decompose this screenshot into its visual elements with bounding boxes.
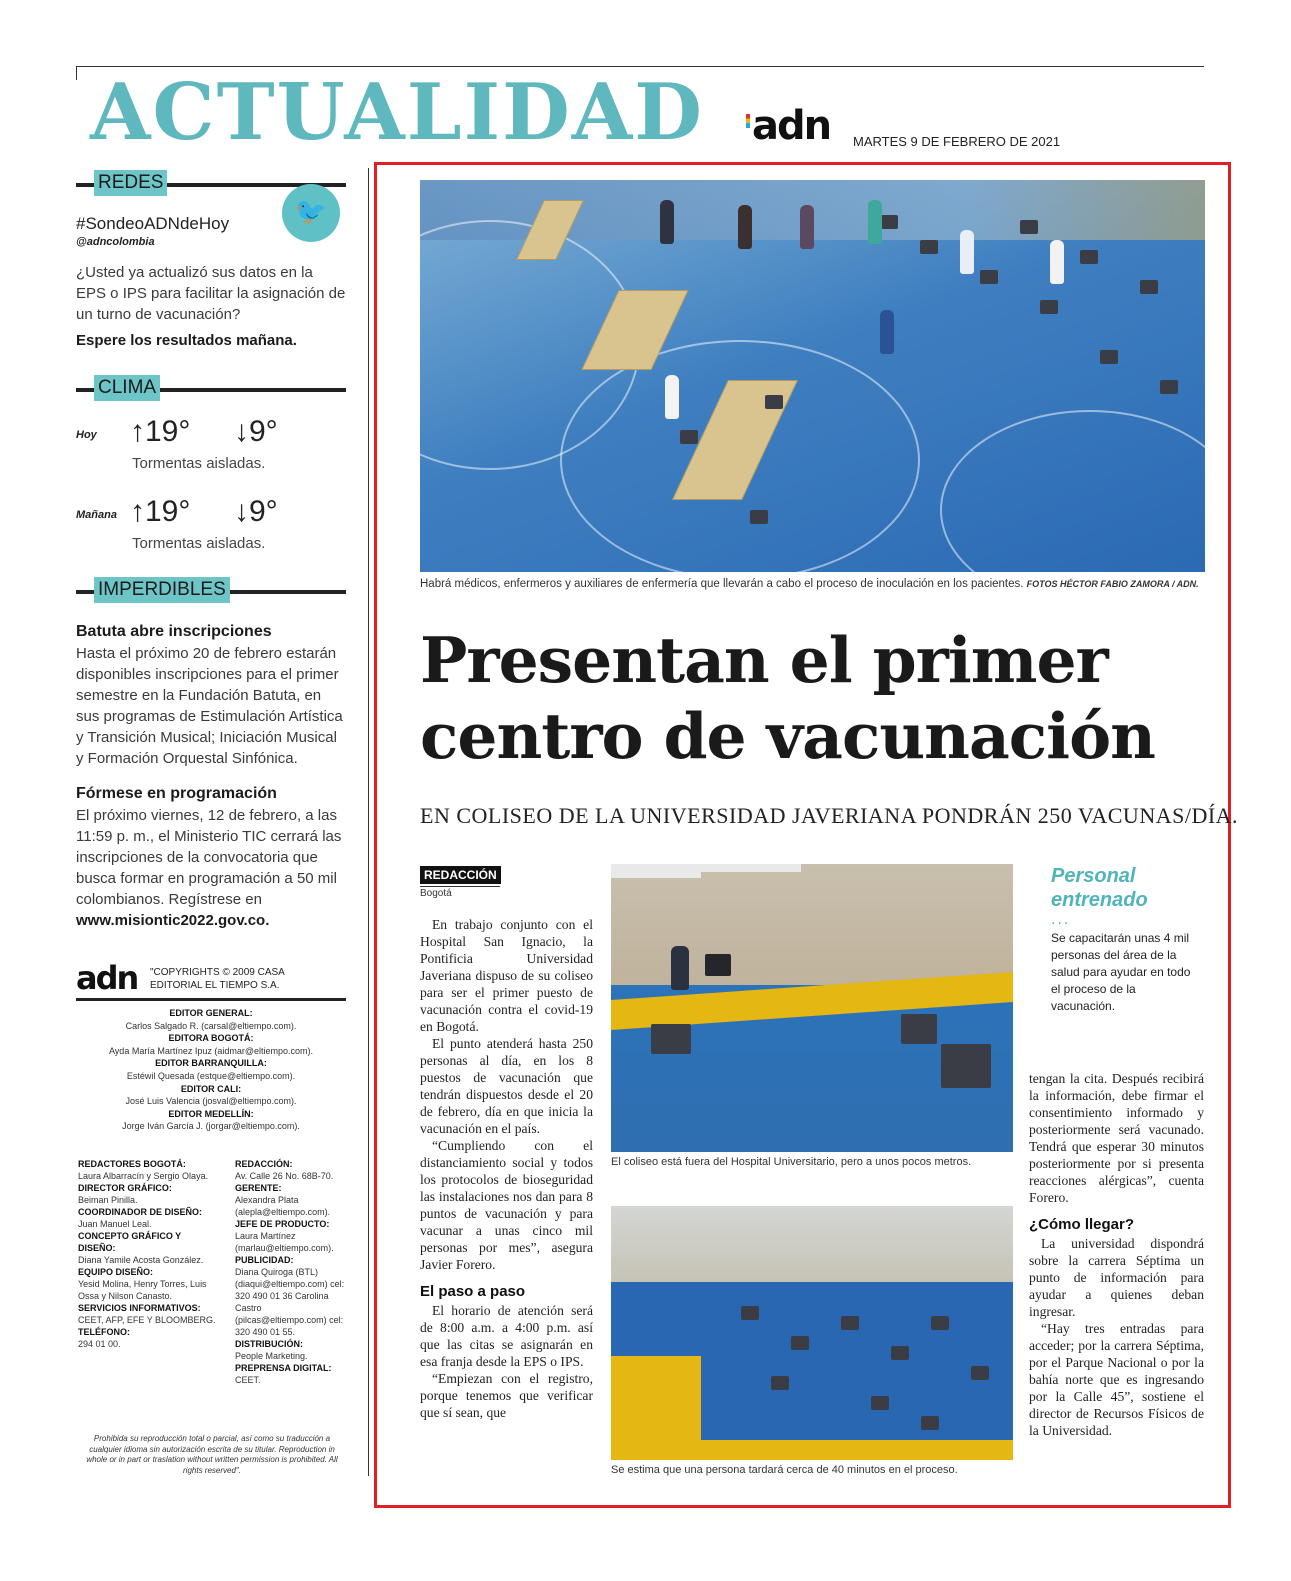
chair bbox=[1160, 380, 1178, 394]
staff-role: DISTRIBUCIÓN: bbox=[235, 1339, 303, 1349]
monitor bbox=[705, 954, 731, 976]
chair bbox=[841, 1316, 859, 1330]
chair bbox=[880, 215, 898, 229]
sidebox-text: Se capacitarán unas 4 mil personas del área de la salud para ayudar en todo el proceso de la vacunación. bbox=[1051, 931, 1191, 1013]
editors-list bbox=[76, 1007, 346, 1133]
byline bbox=[420, 864, 501, 899]
sidebar bbox=[76, 170, 346, 931]
subhead: ¿Cómo llegar? bbox=[1029, 1216, 1135, 1233]
chair bbox=[971, 1366, 989, 1380]
poll-note: Espere los resultados mañana. bbox=[76, 332, 297, 349]
staff-role: DIRECTOR GRÁFICO: bbox=[78, 1183, 172, 1193]
chair bbox=[1080, 250, 1098, 264]
editor-name: Ayda María Martínez Ipuz (aidmar@eltiempo.com). bbox=[108, 1045, 314, 1056]
weather-desc: Tormentas aisladas. bbox=[132, 455, 266, 472]
header-tick bbox=[76, 66, 77, 80]
poll-question: ¿Usted ya actualizó sus datos en la EPS o IPS para facilitar la asignación de un turno de vacunación? bbox=[76, 264, 346, 323]
paragraph: La universidad dispondrá sobre la carrera Séptima un punto de información para ayudar a quienes deban ingresar. bbox=[1029, 1236, 1204, 1319]
editor-name: Carlos Salgado R. (carsal@eltiempo.com). bbox=[125, 1020, 297, 1031]
twitter-icon: 🐦 bbox=[282, 184, 340, 242]
editor-name: Estéwil Quesada (estque@eltiempo.com). bbox=[126, 1070, 296, 1081]
byline-city: Bogotá bbox=[420, 886, 500, 899]
chair bbox=[901, 1014, 937, 1044]
redes-label: REDES bbox=[94, 170, 167, 196]
imperdibles-header bbox=[76, 577, 346, 607]
staff-right bbox=[235, 1158, 347, 1386]
staff-name: Diana Yamile Acosta González. bbox=[78, 1255, 204, 1265]
staff-left bbox=[78, 1158, 218, 1350]
photo-3-caption: Se estima que una persona tardará cerca de 40 minutos en el proceso. bbox=[611, 1464, 958, 1476]
editor-role: EDITOR CALI: bbox=[180, 1083, 242, 1094]
chair bbox=[871, 1396, 889, 1410]
paragraph: “Cumpliendo con el distanciamiento social y todos los protocolos de bioseguridad las instalaciones nos dan para 8 puntos de vacunación y para vacunar a unas cinco mil personas por mes”, asegura Javier Forero. bbox=[420, 1138, 593, 1272]
person bbox=[960, 230, 974, 274]
person bbox=[868, 200, 882, 244]
headline: Presentan el primer centro de vacunación bbox=[420, 623, 1155, 773]
sidebox-personal bbox=[1051, 864, 1191, 1015]
credits-logo: adn bbox=[76, 959, 138, 997]
desk bbox=[611, 864, 801, 872]
legal-notice: Prohibida su reproducción total o parcial, así como su traducción a cualquier idioma sin autorización escrita de su titular. Reproduction in whole or in part or traslation without written permission is prohibited. All rights reserved". bbox=[86, 1434, 338, 1475]
staff-name: Beiman Pinilla. bbox=[78, 1195, 138, 1205]
chair bbox=[1040, 300, 1058, 314]
paragraph: “Hay tres entradas para acceder; por la carrera Séptima, por el Parque Nacional o por la bahía norte que es ingresando por la Calle 45”, sostiene el director de Recursos Físicos de la Universidad. bbox=[1029, 1321, 1204, 1438]
issue-date: MARTES 9 DE FEBRERO DE 2021 bbox=[853, 134, 1061, 149]
weather-high: ↑19° bbox=[130, 415, 191, 448]
staff-role: GERENTE: bbox=[235, 1183, 282, 1193]
weather-today bbox=[76, 415, 346, 495]
staff-role: EQUIPO DISEÑO: bbox=[78, 1267, 154, 1277]
body-column-1 bbox=[420, 916, 593, 1421]
logo-text: adn bbox=[752, 103, 831, 149]
credits-rule bbox=[76, 998, 346, 1001]
person bbox=[880, 310, 894, 354]
imperdible-text: El próximo viernes, 12 de febrero, a las 11:59 p. m., el Ministerio TIC cerrará las inscripciones de la convocatoria que busca formar en programación a 50 mil colombianos. Regístrese en bbox=[76, 807, 342, 908]
clima-header bbox=[76, 375, 346, 405]
copyright: "COPYRIGHTS © 2009 CASA EDITORIAL EL TIEMPO S.A. bbox=[150, 967, 285, 991]
staff-role: JEFE DE PRODUCTO: bbox=[235, 1219, 330, 1229]
staff-name: Av. Calle 26 No. 68B-70. bbox=[235, 1171, 334, 1181]
staff-name: CEET, AFP, EFE Y BLOOMBERG. bbox=[78, 1315, 216, 1325]
staff-name: 294 01 00. bbox=[78, 1339, 121, 1349]
staff-name: Laura Martínez (marlau@eltiempo.com). bbox=[235, 1231, 334, 1253]
editor-name: Jorge Iván García J. (jorgar@eltiempo.com). bbox=[122, 1121, 300, 1132]
chair bbox=[920, 240, 938, 254]
editor-role: EDITOR BARRANQUILLA: bbox=[155, 1058, 267, 1069]
paragraph: El punto atenderá hasta 250 personas al día, en los 8 puestos de vacunación que tendrán dispuestos desde el 20 de febrero, día en que inicia la vacunación en el país. bbox=[420, 1036, 593, 1136]
sidebox-title: Personal entrenado bbox=[1051, 865, 1148, 911]
paragraph: El horario de atención será de 8:00 a.m. a 4:00 p.m. así que las citas se asignarán en esa franja desde la EPS o IPS. bbox=[420, 1303, 593, 1369]
editor-name: José Luis Valencia (josval@eltiempo.com). bbox=[125, 1096, 297, 1107]
weather-tomorrow bbox=[76, 495, 346, 575]
column-divider bbox=[368, 168, 369, 1476]
chair bbox=[931, 1316, 949, 1330]
staff-name: Laura Albarracín y Sergio Olaya. bbox=[78, 1171, 209, 1181]
vaccination-center-photo bbox=[420, 180, 1205, 572]
editor-role: EDITOR GENERAL: bbox=[169, 1008, 253, 1018]
staff-role: REDACTORES BOGOTÁ: bbox=[78, 1159, 186, 1169]
weather-desc: Tormentas aisladas. bbox=[132, 535, 266, 552]
staff-name: Alexandra Plata (alepla@eltiempo.com). bbox=[235, 1195, 331, 1217]
editor-role: EDITORA BOGOTÁ: bbox=[168, 1033, 254, 1044]
misiontic-link[interactable]: www.misiontic2022.gov.co. bbox=[76, 912, 270, 929]
chair bbox=[741, 1306, 759, 1320]
chair bbox=[941, 1044, 991, 1088]
chair bbox=[1100, 350, 1118, 364]
desk bbox=[611, 872, 701, 878]
person bbox=[738, 205, 752, 249]
logo-bar-icon bbox=[746, 114, 750, 128]
staff-role: REDACCIÓN: bbox=[235, 1159, 293, 1169]
chair bbox=[771, 1376, 789, 1390]
chair bbox=[791, 1336, 809, 1350]
imperdible-text: Hasta el próximo 20 de febrero estarán disponibles inscripciones para el primer semestre en la Fundación Batuta, en sus programas de Estimulación Artística y Transición Musical; Iniciación Musical y Formación Orquestal Sinfónica. bbox=[76, 645, 343, 767]
coliseum-overview-photo bbox=[611, 1206, 1013, 1460]
main-photo-caption bbox=[420, 578, 1199, 590]
subhead: El paso a paso bbox=[420, 1283, 526, 1300]
imperdible-title: Fórmese en programación bbox=[76, 785, 277, 802]
weather-low: ↓9° bbox=[234, 415, 278, 448]
byline-tag: REDACCIÓN bbox=[420, 866, 501, 884]
chair bbox=[750, 510, 768, 524]
staff-name: People Marketing. bbox=[235, 1351, 308, 1361]
paragraph: “Empiezan con el registro, porque tenemos que verificar que sí sean, que bbox=[420, 1371, 593, 1420]
weather-day: Hoy bbox=[76, 429, 97, 441]
chair bbox=[1140, 280, 1158, 294]
weather-day: Mañana bbox=[76, 509, 117, 521]
chair bbox=[980, 270, 998, 284]
chair bbox=[651, 1024, 691, 1054]
paragraph: tengan la cita. Después recibirá la información, debe firmar el consentimiento informado y posteriormente será vacunado. Tendrá que esperar 30 minutos posteriormente por si presenta reacciones alérgicas”, cuenta Forero. bbox=[1029, 1071, 1204, 1205]
photo-credit: FOTOS HÉCTOR FABIO ZAMORA / ADN. bbox=[1026, 579, 1199, 589]
twitter-handle: @adncolombia bbox=[76, 236, 155, 248]
staff-role: PUBLICIDAD: bbox=[235, 1255, 294, 1265]
coliseum-photo bbox=[611, 864, 1013, 1152]
weather-low: ↓9° bbox=[234, 495, 278, 528]
body-column-3 bbox=[1029, 1070, 1204, 1439]
credits-block bbox=[76, 959, 346, 1133]
person bbox=[800, 205, 814, 249]
imperdibles-label: IMPERDIBLES bbox=[94, 577, 230, 603]
staff-name: Juan Manuel Leal. bbox=[78, 1219, 152, 1229]
chair bbox=[1020, 220, 1038, 234]
chair bbox=[680, 430, 698, 444]
chair bbox=[891, 1346, 909, 1360]
hashtag: #SondeoADNdeHoy bbox=[76, 214, 230, 233]
staff-name: Diana Quiroga (BTL) (diaqui@eltiempo.com) cel: 320 490 01 36 Carolina Castro (pilcas@eltiempo.com) cel: 320 490 01 55. bbox=[235, 1267, 345, 1337]
person bbox=[1050, 240, 1064, 284]
weather-high: ↑19° bbox=[130, 495, 191, 528]
person bbox=[665, 375, 679, 419]
person bbox=[671, 946, 689, 990]
staff-role: PREPRENSA DIGITAL: bbox=[235, 1363, 332, 1373]
staff-role: CONCEPTO GRÁFICO Y DISEÑO: bbox=[78, 1231, 182, 1253]
staff-name: CEET. bbox=[235, 1375, 261, 1385]
clima-label: CLIMA bbox=[94, 375, 160, 401]
staff-name: Yesid Molina, Henry Torres, Luis Ossa y Nilson Canasto. bbox=[78, 1279, 207, 1301]
imperdible-title: Batuta abre inscripciones bbox=[76, 623, 272, 640]
editor-role: EDITOR MEDELLÍN: bbox=[168, 1108, 254, 1119]
chair bbox=[921, 1416, 939, 1430]
chair bbox=[765, 395, 783, 409]
court-yellow-strip bbox=[611, 1440, 1013, 1460]
deck: EN COLISEO DE LA UNIVERSIDAD JAVERIANA PONDRÁN 250 VACUNAS/DÍA. bbox=[420, 803, 1239, 828]
photo-2-caption: El coliseo está fuera del Hospital Universitario, pero a unos pocos metros. bbox=[611, 1156, 972, 1168]
sidebox-dots: ... bbox=[1051, 912, 1071, 928]
staff-role: COORDINADOR DE DISEÑO: bbox=[78, 1207, 203, 1217]
section-title: ACTUALIDAD bbox=[90, 67, 704, 158]
paragraph: En trabajo conjunto con el Hospital San Ignacio, la Pontificia Universidad Javeriana dispuso de su coliseo para ser el primer puesto de vacunación contra el covid-19 en Bogotá. bbox=[420, 917, 593, 1034]
court-line bbox=[940, 410, 1205, 572]
person bbox=[660, 200, 674, 244]
adn-logo bbox=[746, 103, 831, 149]
caption-text: Habrá médicos, enfermeros y auxiliares de enfermería que llevarán a cabo el proceso de inoculación en los pacientes. bbox=[420, 578, 1024, 590]
staff-role: TELÉFONO: bbox=[78, 1327, 130, 1337]
staff-role: SERVICIOS INFORMATIVOS: bbox=[78, 1303, 201, 1313]
